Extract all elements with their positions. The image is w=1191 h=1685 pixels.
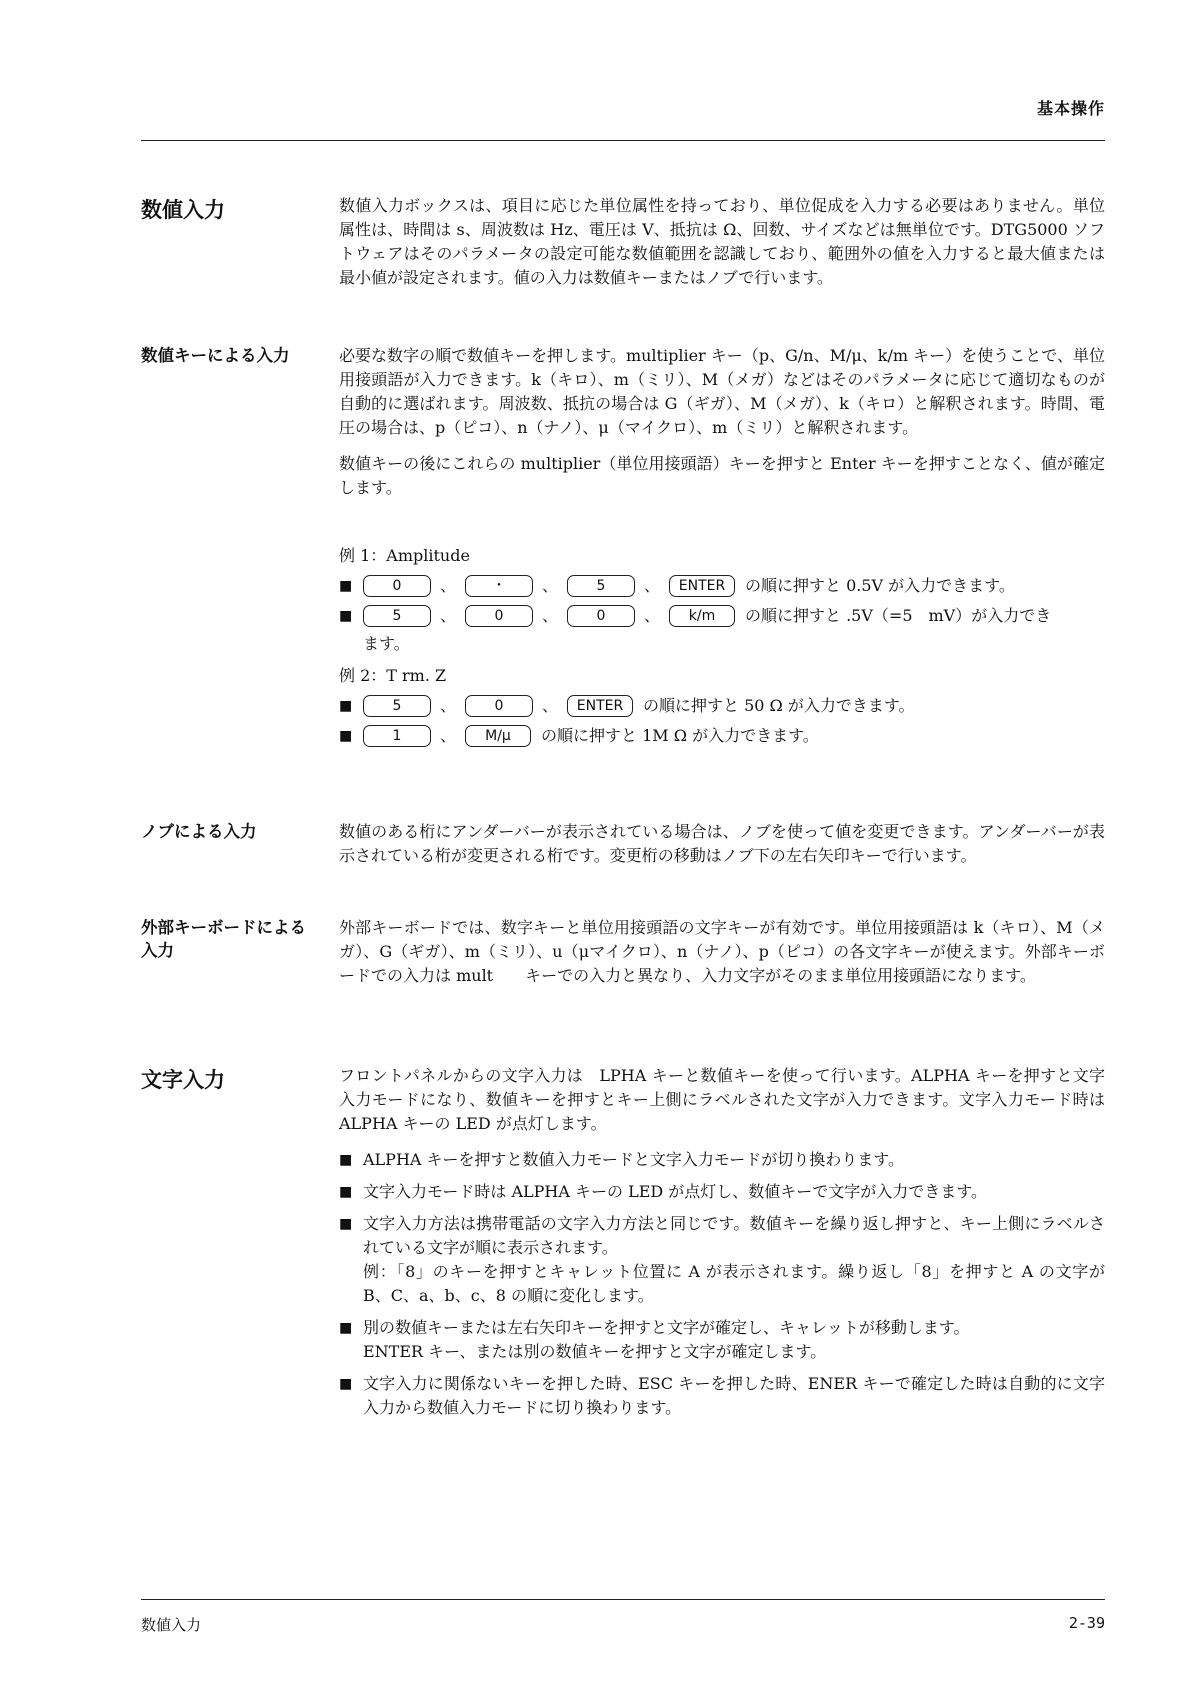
list-item-text: ENTER キー、または別の数値キーを押すと文字が確定します。 xyxy=(363,1342,827,1361)
section-body xyxy=(339,1064,1105,1420)
section-numeric-keys xyxy=(141,344,1105,754)
separator: 、 xyxy=(541,606,558,625)
paragraph: フロントパネルからの文字入力は LPHA キーと数値キーを使って行います。ALPHA キーを押すと文字入力モードになり、数値キーを押すとキー上側にラベルされた文字が入力できます。文字入力モード時は ALPHA キーの LED が点灯します。 xyxy=(339,1066,1105,1133)
key-glyph: 5 xyxy=(567,575,635,597)
paragraph: 数値キーの後にこれらの multiplier（単位用接頭語）キーを押すと Enter キーを押すことなく、値が確定します。 xyxy=(339,454,1105,497)
list-item-text: ■ 文字入力モード時は ALPHA キーの LED が点灯し、数値キーで文字が入力できます。 xyxy=(363,1182,988,1201)
paragraph: 数値のある桁にアンダーバーが表示されている場合は、ノブを使って値を変更できます。アンダーバーが表示されている桁が変更される桁です。変更桁の移動はノブ下の左右矢印キーで行います。 xyxy=(339,822,1105,865)
section-body xyxy=(339,916,1105,988)
key-sequence xyxy=(339,694,1105,718)
example-label: 例 2：T rm. Z xyxy=(339,666,447,685)
key-glyph: ENTER xyxy=(669,575,735,597)
key-glyph: 5 xyxy=(363,695,431,717)
section-title: 文字入力 xyxy=(141,1068,225,1092)
section-title: 外部キーボードによる入力 xyxy=(141,918,306,960)
list-item-text: ■ 文字入力方法は携帯電話の文字入力方法と同じです。数値キーを繰り返し押すと、キー上側にラベルされている文字が順に表示されます。 xyxy=(363,1214,1105,1257)
separator: 、 xyxy=(439,576,456,595)
sequence-text-continued: ます。 xyxy=(363,634,410,653)
key-glyph: 0 xyxy=(567,605,635,627)
example-label: 例 1：Amplitude xyxy=(339,546,470,565)
list-item xyxy=(339,1316,1105,1364)
sequence-text: の順に押すと .5V（=5 mV）が入力でき xyxy=(745,606,1052,625)
bullet-list xyxy=(339,1148,1105,1420)
section-text-input xyxy=(141,1064,1105,1428)
separator: 、 xyxy=(643,576,660,595)
list-item-example: 例：「8」のキーを押すとキャレット位置に A が表示されます。繰り返し「8」を押すと A の文字が B、C、a、b、c、8 の順に変化します。 xyxy=(363,1262,1105,1305)
list-item xyxy=(339,1212,1105,1308)
key-sequence xyxy=(339,574,1105,598)
key-glyph: 1 xyxy=(363,725,431,747)
sequence-text: の順に押すと 1M Ω が入力できます。 xyxy=(541,726,819,745)
separator: 、 xyxy=(439,696,456,715)
footer-rule xyxy=(141,1599,1105,1600)
separator: 、 xyxy=(643,606,660,625)
bullet-icon: ■ xyxy=(339,728,353,744)
key-glyph: M/μ xyxy=(465,725,531,747)
list-item-text: ■ 文字入力に関係ないキーを押した時、ESC キーを押した時、ENER キーで確定した時は自動的に文字入力から数値入力モードに切り換わります。 xyxy=(363,1374,1105,1417)
list-item-text: ■ ALPHA キーを押すと数値入力モードと文字入力モードが切り換わります。 xyxy=(363,1150,904,1169)
paragraph: 外部キーボードでは、数字キーと単位用接頭語の文字キーが有効です。単位用接頭語は k（キロ）、M（メガ）、G（ギガ）、m（ミリ）、u（μマイクロ）、n（ナノ）、p（ピコ）の各文字キーが使えます。外部キーボードでの入力は mult キーでの入力と異なり、入力文字がそのまま単位用接頭語になります。 xyxy=(339,918,1105,985)
section-title: ノブによる入力 xyxy=(141,822,257,841)
page-number: 2-39 xyxy=(1068,1614,1105,1632)
section-numeric-input xyxy=(141,194,1105,302)
key-glyph: 0 xyxy=(465,695,533,717)
separator: 、 xyxy=(541,576,558,595)
key-glyph: k/m xyxy=(669,605,735,627)
bullet-icon: ■ xyxy=(339,608,353,624)
header-rule xyxy=(141,140,1105,141)
section-body xyxy=(339,344,1105,748)
key-glyph: 0 xyxy=(363,575,431,597)
section-title: 数値キーによる入力 xyxy=(141,346,290,365)
sequence-text: の順に押すと 0.5V が入力できます。 xyxy=(745,576,1015,595)
section-title: 数値入力 xyxy=(141,198,225,222)
key-glyph: ENTER xyxy=(567,695,633,717)
list-item xyxy=(339,1180,1105,1204)
bullet-icon: ■ xyxy=(339,578,353,594)
key-glyph: 0 xyxy=(465,605,533,627)
list-item-text: ■ 別の数値キーまたは左右矢印キーを押すと文字が確定し、キャレットが移動します。 xyxy=(363,1318,970,1337)
section-knob xyxy=(141,820,1105,880)
paragraph: 数値入力ボックスは、項目に応じた単位属性を持っており、単位促成を入力する必要はありません。単位属性は、時間は s、周波数は Hz、電圧は V、抵抗は Ω、回数、サイズなどは無単位です。DTG5000 ソフトウェアはそのパラメータの設定可能な数値範囲を認識しており、範囲外の値を入力すると最大値または最小値が設定されます。値の入力は数値キーまたはノブで行います。 xyxy=(339,196,1105,287)
key-sequence xyxy=(339,724,1105,748)
bullet-icon: ■ xyxy=(339,698,353,714)
list-item xyxy=(339,1148,1105,1172)
key-glyph: 5 xyxy=(363,605,431,627)
separator: 、 xyxy=(439,726,456,745)
section-body xyxy=(339,820,1105,868)
section-keyboard xyxy=(141,916,1105,1000)
key-sequence xyxy=(339,604,1105,628)
key-glyph: ・ xyxy=(465,575,533,597)
paragraph: 必要な数字の順で数値キーを押します。multiplier キー（p、G/n、M/μ、k/m キー）を使うことで、単位用接頭語が入力できます。k（キロ）、m（ミリ）、M（メガ）などはそのパラメータに応じて適切なものが自動的に選ばれます。周波数、抵抗の場合は G（ギガ）、M（メガ）、k（キロ）と解釈されます。時間、電圧の場合は、p（ピコ）、n（ナノ）、μ（マイクロ）、m（ミリ）と解釈されます。 xyxy=(339,346,1105,437)
list-item xyxy=(339,1372,1105,1420)
separator: 、 xyxy=(439,606,456,625)
sequence-text: の順に押すと 50 Ω が入力できます。 xyxy=(643,696,915,715)
running-header: 基本操作 xyxy=(1036,99,1105,118)
separator: 、 xyxy=(541,696,558,715)
footer-section: 数値入力 xyxy=(141,1616,202,1634)
section-body xyxy=(339,194,1105,290)
